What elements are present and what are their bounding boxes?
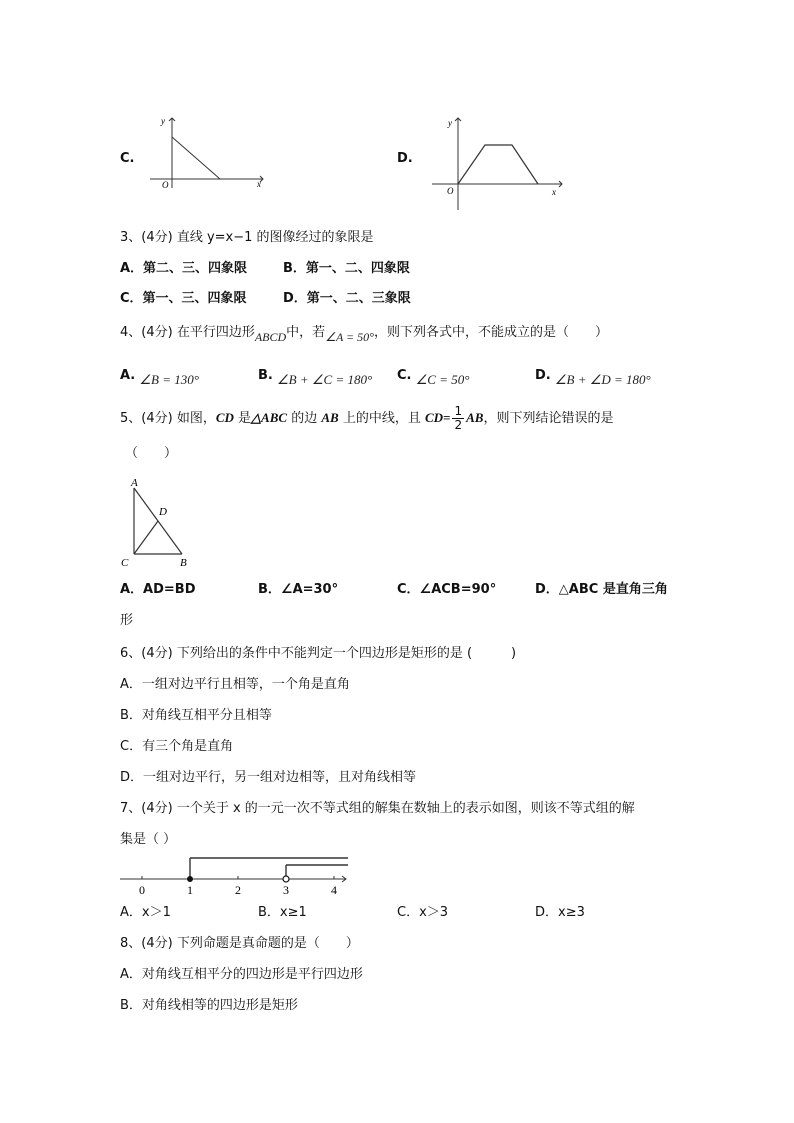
graph-d [428,112,568,214]
q3-stem: 3、(4分) 直线 y=x−1 的图像经过的象限是 [120,230,374,245]
fig-label-a: A [131,477,138,489]
graph-d-trapezoid [458,145,538,184]
q5-mid: 上的中线，且 [342,411,421,426]
q5-answer-paren: （ ） [125,446,178,461]
graph-c-x-label: x [257,179,261,189]
closed-dot [187,876,193,882]
q3-option-d[interactable]: D．第一、二、三象限 [283,291,411,306]
graph-c-origin-label: O [162,180,169,190]
q4-option-d[interactable] [535,366,651,385]
option-c-label: C. [120,151,135,166]
q7-option-d[interactable]: D．x≥3 [535,905,585,920]
q5-option-a[interactable]: A．AD=BD [120,582,196,597]
option-d-label: D. [397,151,413,166]
q3-option-a[interactable]: A．第二、三、四象限 [120,261,248,276]
q5-triangle: △ABC [251,410,288,425]
number-line-tick-label: 2 [235,883,241,897]
q7-option-a[interactable]: A．x＞1 [120,905,171,920]
graph-c-y-label: y [161,116,165,126]
q7-stem: 7、(4分) 一个关于 x 的一元一次不等式组的解集在数轴上的表示如图，则该不等式组的解 [120,801,635,816]
q6-option-a[interactable]: A．一组对边平行且相等，一个角是直角 [120,677,350,692]
q4-abcd: ABCD [254,330,287,344]
q4-condition: ∠A = 50° [325,330,374,344]
number-line-tick-label: 3 [283,883,289,897]
q4-stem-mid: 中，若 [286,325,326,340]
q4-stem-pre: 4、(4分) 在平行四边形 [120,325,255,340]
q4-a-letter: A. [120,368,136,383]
q4-option-c[interactable] [397,366,469,385]
q6-option-b[interactable]: B．对角线互相平分且相等 [120,708,272,723]
q4-c-expr: ∠C = 50° [415,372,470,387]
q5-ab: AB [321,410,339,425]
q4-b-letter: B. [258,368,273,383]
q5-edge: 的边 [291,411,318,426]
q5-cd: CD [215,410,234,425]
q5-stem-post: ，则下列结论错误的是 [483,411,614,426]
q6-stem: 6、(4分) 下列给出的条件中不能判定一个四边形是矩形的是 ( ) [120,646,517,661]
q5-option-b[interactable]: B．∠A=30° [258,582,339,597]
number-line-tick-label: 0 [139,883,145,897]
q5-is: 是 [238,411,252,426]
q6-option-c[interactable]: C．有三个角是直角 [120,739,234,754]
q3-option-c[interactable]: C．第一、三、四象限 [120,291,247,306]
q7-stem-cont: 集是（ ） [120,832,177,847]
q4-option-b[interactable] [258,366,372,385]
graph-d-x-label: x [552,187,556,197]
q7-option-b[interactable]: B．x≥1 [258,905,307,920]
fig-label-d: D [159,506,167,518]
number-line-tick-label: 4 [331,883,337,897]
open-dot [283,876,289,882]
q4-d-letter: D. [535,368,551,383]
q5-stem [120,403,613,434]
q4-b-expr: ∠B + ∠C = 180° [277,372,373,387]
q3-option-b[interactable]: B．第一、二、四象限 [283,261,410,276]
q5-triangle-figure [118,475,198,571]
q5-option-d-cont: 形 [120,613,134,628]
q7-number-line [118,852,354,898]
q4-option-a[interactable] [120,366,199,385]
q8-option-b[interactable]: B．对角线相等的四边形是矩形 [120,998,298,1013]
q5-fraction: $\frac{1}{2}$ [454,404,463,432]
fig-label-b: B [180,557,187,569]
q5-option-d[interactable]: D．△ABC 是直角三角 [535,582,668,597]
graph-c [145,110,270,195]
q4-stem [120,323,608,342]
graph-c-line [172,137,220,179]
q5-option-c[interactable]: C．∠ACB=90° [397,582,497,597]
q4-stem-post: ，则下列各式中，不能成立的是（ ） [373,325,608,340]
q5-stem-pre: 5、(4分) 如图， [120,411,216,426]
q4-c-letter: C. [397,368,412,383]
fig-label-c: C [121,557,129,569]
q6-option-d[interactable]: D．一组对边平行，另一组对边相等，且对角线相等 [120,770,417,785]
q8-stem: 8、(4分) 下列命题是真命题的是（ ） [120,936,359,951]
graph-d-origin-label: O [447,186,454,196]
graph-d-y-label: y [448,118,452,128]
q4-d-expr: ∠B + ∠D = 180° [554,372,651,387]
q4-a-expr: ∠B = 130° [139,372,199,387]
number-line-tick-label: 1 [187,883,193,897]
q8-option-a[interactable]: A．对角线互相平分的四边形是平行四边形 [120,967,363,982]
q5-ab-2: AB [466,410,484,425]
q5-cd-eq: CD= [425,410,451,425]
q7-option-c[interactable]: C．x＞3 [397,905,449,920]
